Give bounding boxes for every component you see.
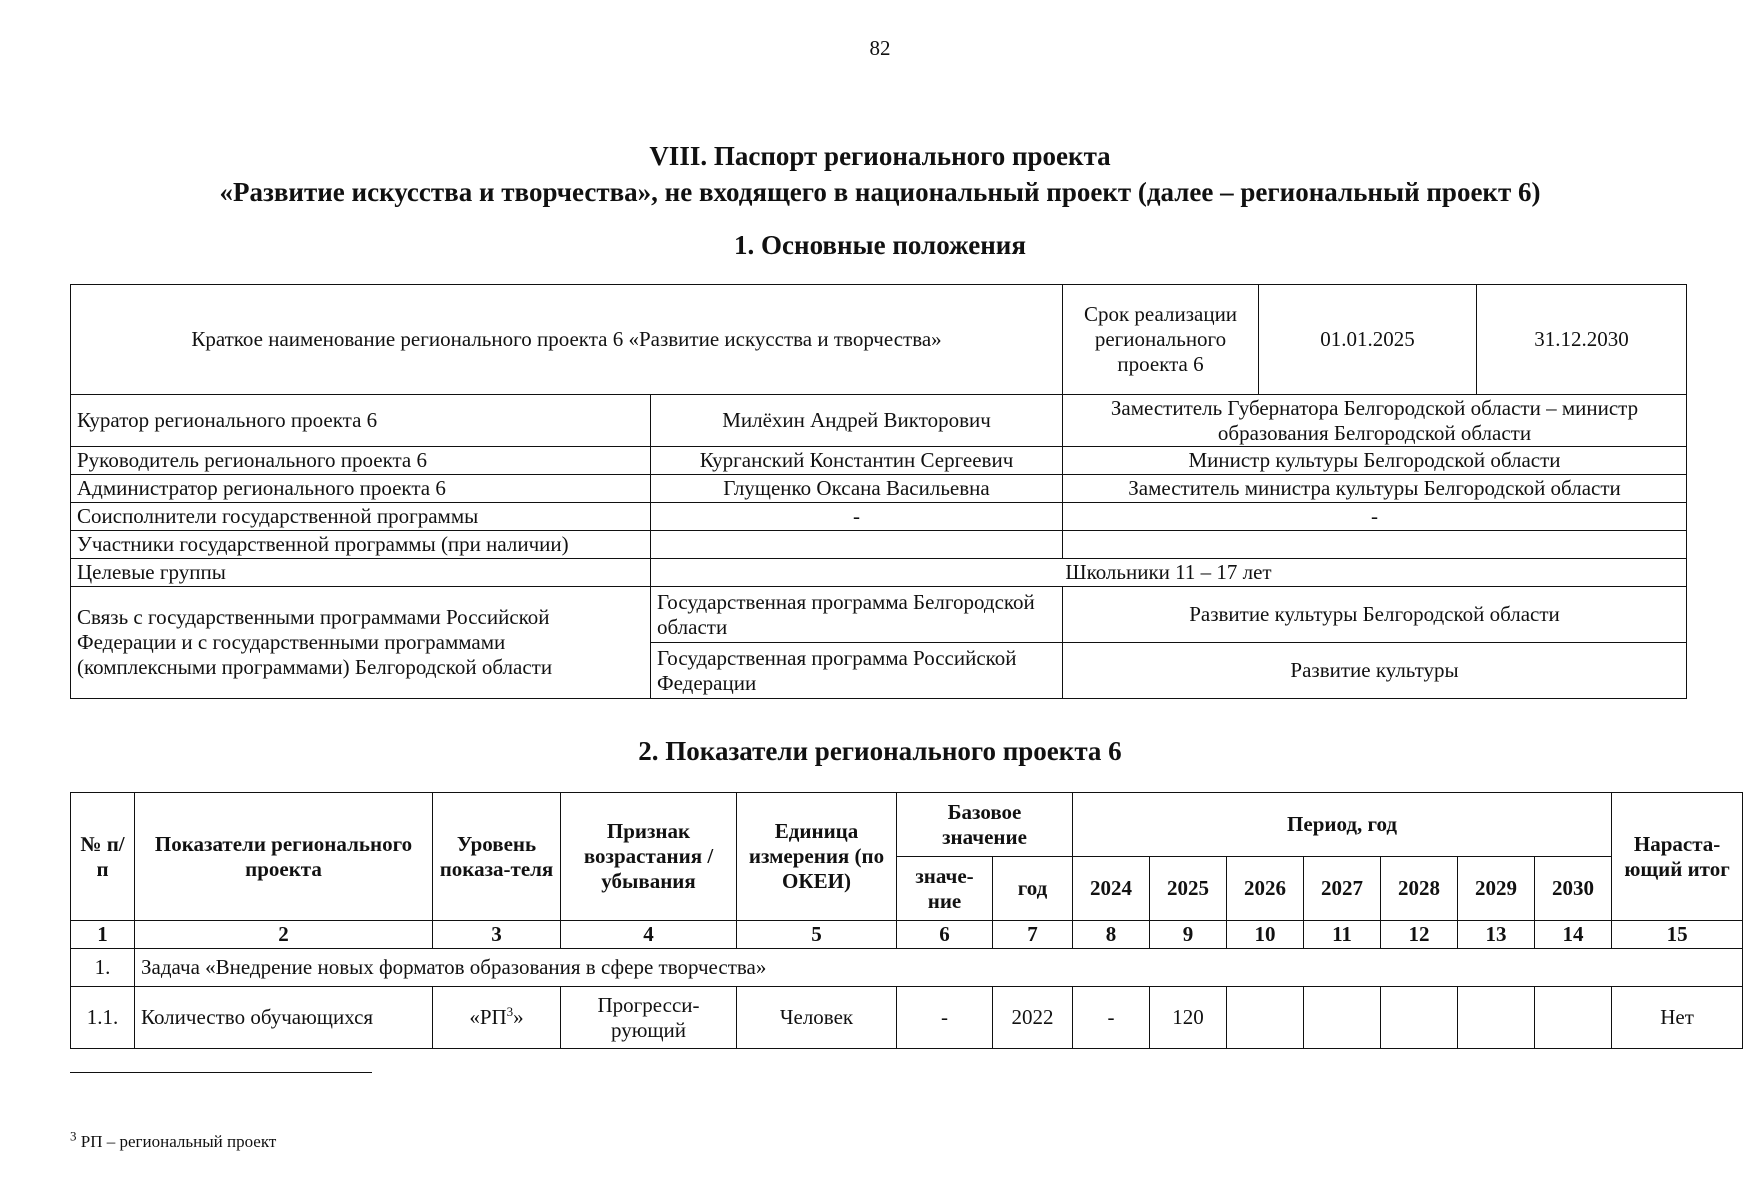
admin-name: Глущенко Оксана Васильевна <box>651 475 1063 503</box>
admin-position: Заместитель министра культуры Белгородской области <box>1063 475 1687 503</box>
col-number: 13 <box>1458 921 1535 949</box>
coexecutors-name: - <box>651 503 1063 531</box>
table-row <box>71 587 1687 643</box>
value-2027 <box>1304 987 1381 1049</box>
end-date-cell: 31.12.2030 <box>1477 285 1687 395</box>
main-provisions-table <box>70 284 1687 699</box>
table-row <box>71 285 1687 395</box>
title-line-2: «Развитие искусства и творчества», не входящего в национальный проект (далее – региональный проект 6) <box>219 177 1541 207</box>
header-year: 2026 <box>1227 857 1304 921</box>
table-row <box>71 395 1687 447</box>
page-number: 82 <box>869 36 891 60</box>
col-number: 12 <box>1381 921 1458 949</box>
footnote-ref: 3 <box>506 1004 514 1019</box>
col-number: 2 <box>135 921 433 949</box>
coexecutors-label: Соисполнители государственной программы <box>71 503 651 531</box>
table-row <box>71 447 1687 475</box>
table-row <box>71 559 1687 587</box>
table-row <box>71 531 1687 559</box>
header-unit: Единица измерения (по ОКЕИ) <box>737 793 897 921</box>
indicators-table <box>70 792 1743 1049</box>
task-num: 1. <box>71 949 135 987</box>
footnote-divider <box>70 1072 372 1073</box>
col-number: 6 <box>897 921 993 949</box>
table-row <box>71 503 1687 531</box>
header-year: 2025 <box>1150 857 1227 921</box>
indicator-level: «$РП^3$» <box>433 987 561 1049</box>
value-2030 <box>1535 987 1612 1049</box>
federal-program-value: Развитие культуры <box>1063 643 1687 699</box>
regional-program-value: Развитие культуры Белгородской области <box>1063 587 1687 643</box>
term-label-cell: Срок реализации регионального проекта 6 <box>1063 285 1259 395</box>
header-row <box>71 793 1743 857</box>
col-number: 5 <box>737 921 897 949</box>
curator-label: Куратор регионального проекта 6 <box>71 395 651 447</box>
col-number: 14 <box>1535 921 1612 949</box>
col-number: 15 <box>1612 921 1743 949</box>
table-row <box>71 987 1743 1049</box>
value-2026 <box>1227 987 1304 1049</box>
header-cumulative: Нараста-ющий итог <box>1612 793 1743 921</box>
participants-label: Участники государственной программы (при наличии) <box>71 531 651 559</box>
header-base-value: значе-ние <box>897 857 993 921</box>
task-row <box>71 949 1743 987</box>
regional-program-label: Государственная программа Белгородской области <box>651 587 1063 643</box>
value-2025: 120 <box>1150 987 1227 1049</box>
header-year: 2029 <box>1458 857 1535 921</box>
col-number: 1 <box>71 921 135 949</box>
header-year: 2030 <box>1535 857 1612 921</box>
head-position: Министр культуры Белгородской области <box>1063 447 1687 475</box>
federal-program-label: Государственная программа Российской Федерации <box>651 643 1063 699</box>
cumulative-total: Нет <box>1612 987 1743 1049</box>
header-indicators: Показатели регионального проекта <box>135 793 433 921</box>
header-num: № п/п <box>71 793 135 921</box>
col-number: 9 <box>1150 921 1227 949</box>
target-groups-label: Целевые группы <box>71 559 651 587</box>
participants-position <box>1063 531 1687 559</box>
title-line-1: VIII. Паспорт регионального проекта <box>649 141 1111 171</box>
col-number: 4 <box>561 921 737 949</box>
coexecutors-position: - <box>1063 503 1687 531</box>
target-groups-value: Школьники 11 – 17 лет <box>651 559 1687 587</box>
indicator-unit: Человек <box>737 987 897 1049</box>
col-number: 3 <box>433 921 561 949</box>
header-year: 2028 <box>1381 857 1458 921</box>
header-period: Период, год <box>1073 793 1612 857</box>
col-number: 10 <box>1227 921 1304 949</box>
head-label: Руководитель регионального проекта 6 <box>71 447 651 475</box>
footnote-mark: 3 <box>70 1128 77 1144</box>
base-year: 2022 <box>993 987 1073 1049</box>
col-number: 11 <box>1304 921 1381 949</box>
section-1-heading: 1. Основные положения <box>734 230 1026 260</box>
header-base: Базовое значение <box>897 793 1073 857</box>
header-level: Уровень показа-теля <box>433 793 561 921</box>
col-number: 8 <box>1073 921 1150 949</box>
value-2024: - <box>1073 987 1150 1049</box>
header-base-year: год <box>993 857 1073 921</box>
indicator-name: Количество обучающихся <box>135 987 433 1049</box>
row-num: 1.1. <box>71 987 135 1049</box>
header-year: 2027 <box>1304 857 1381 921</box>
curator-name: Милёхин Андрей Викторович <box>651 395 1063 447</box>
page-title <box>0 138 1760 210</box>
column-numbers-row <box>71 921 1743 949</box>
start-date-cell: 01.01.2025 <box>1259 285 1477 395</box>
col-number: 7 <box>993 921 1073 949</box>
task-text: Задача «Внедрение новых форматов образования в сфере творчества» <box>135 949 1743 987</box>
program-link-label: Связь с государственными программами Российской Федерации и с государственными программами (комплексными программами) Белгородской области <box>71 587 651 699</box>
head-name: Курганский Константин Сергеевич <box>651 447 1063 475</box>
footnote-text: РП – региональный проект <box>76 1132 277 1151</box>
value-2029 <box>1458 987 1535 1049</box>
section-2-heading: 2. Показатели регионального проекта 6 <box>638 736 1122 766</box>
participants-name <box>651 531 1063 559</box>
curator-position: Заместитель Губернатора Белгородской области – министр образования Белгородской области <box>1063 395 1687 447</box>
base-value: - <box>897 987 993 1049</box>
indicator-sign: Прогресси-рующий <box>561 987 737 1049</box>
short-name-cell: Краткое наименование регионального проекта 6 «Развитие искусства и творчества» <box>71 285 1063 395</box>
header-sign: Признак возрастания / убывания <box>561 793 737 921</box>
footnote <box>70 1128 277 1152</box>
admin-label: Администратор регионального проекта 6 <box>71 475 651 503</box>
value-2028 <box>1381 987 1458 1049</box>
header-year: 2024 <box>1073 857 1150 921</box>
table-row <box>71 475 1687 503</box>
